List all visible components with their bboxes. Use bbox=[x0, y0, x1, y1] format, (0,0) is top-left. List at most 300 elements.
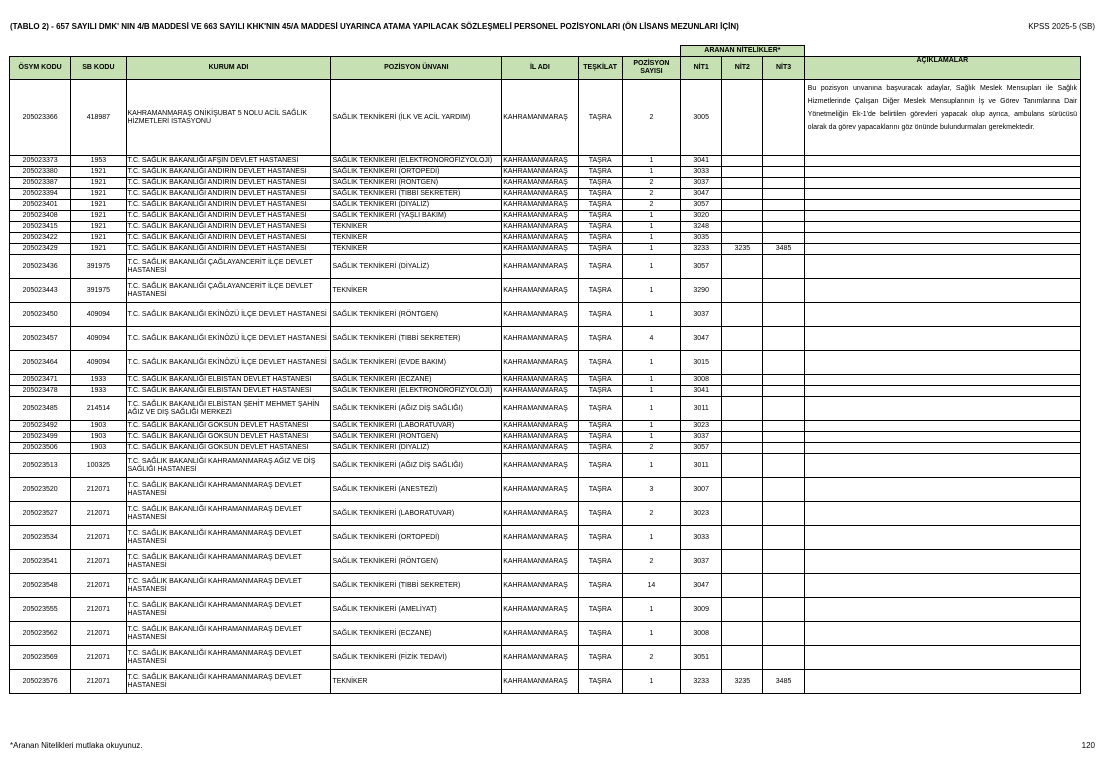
cell-pozisyon-unvani: SAĞLIK TEKNİKERİ (RÖNTGEN) bbox=[331, 550, 502, 574]
cell-sb-kodu: 1921 bbox=[71, 233, 126, 244]
cell-nit3 bbox=[763, 80, 804, 156]
cell-nit1: 3011 bbox=[681, 454, 722, 478]
cell-pozisyon-sayisi: 1 bbox=[622, 211, 680, 222]
table-row bbox=[10, 244, 1081, 255]
table-row bbox=[10, 574, 1081, 598]
cell-pozisyon-unvani: SAĞLIK TEKNİKERİ (RÖNTGEN) bbox=[331, 303, 502, 327]
cell-kurum-adi: T.C. SAĞLIK BAKANLIĞI KAHRAMANMARAŞ DEVLET HASTANESİ bbox=[126, 502, 331, 526]
cell-il-adi: KAHRAMANMARAŞ bbox=[502, 598, 578, 622]
cell-il-adi: KAHRAMANMARAŞ bbox=[502, 375, 578, 386]
cell-osym-kodu: 205023373 bbox=[10, 156, 71, 167]
cell-nit1: 3020 bbox=[681, 211, 722, 222]
cell-teskilat: TAŞRA bbox=[578, 189, 622, 200]
cell-teskilat: TAŞRA bbox=[578, 622, 622, 646]
cell-osym-kodu: 205023492 bbox=[10, 421, 71, 432]
cell-aciklamalar bbox=[804, 550, 1080, 574]
cell-teskilat: TAŞRA bbox=[578, 502, 622, 526]
cell-il-adi: KAHRAMANMARAŞ bbox=[502, 156, 578, 167]
cell-osym-kodu: 205023422 bbox=[10, 233, 71, 244]
cell-pozisyon-unvani: SAĞLIK TEKNİKERİ (DİYALİZ) bbox=[331, 200, 502, 211]
cell-pozisyon-unvani: SAĞLIK TEKNİKERİ (LABORATUVAR) bbox=[331, 502, 502, 526]
cell-osym-kodu: 205023569 bbox=[10, 646, 71, 670]
table-row bbox=[10, 421, 1081, 432]
cell-aciklamalar bbox=[804, 421, 1080, 432]
cell-nit3 bbox=[763, 156, 804, 167]
cell-il-adi: KAHRAMANMARAŞ bbox=[502, 550, 578, 574]
cell-pozisyon-unvani: SAĞLIK TEKNİKERİ (DİYALİZ) bbox=[331, 443, 502, 454]
cell-nit2 bbox=[722, 646, 763, 670]
cell-nit1: 3023 bbox=[681, 421, 722, 432]
cell-sb-kodu: 1903 bbox=[71, 443, 126, 454]
cell-nit3 bbox=[763, 502, 804, 526]
cell-aciklamalar bbox=[804, 622, 1080, 646]
cell-nit2 bbox=[722, 421, 763, 432]
cell-pozisyon-unvani: SAĞLIK TEKNİKERİ (YAŞLI BAKIM) bbox=[331, 211, 502, 222]
cell-nit2 bbox=[722, 279, 763, 303]
cell-nit2 bbox=[722, 222, 763, 233]
cell-osym-kodu: 205023555 bbox=[10, 598, 71, 622]
cell-nit3 bbox=[763, 189, 804, 200]
cell-teskilat: TAŞRA bbox=[578, 211, 622, 222]
cell-kurum-adi: T.C. SAĞLIK BAKANLIĞI ELBİSTAN DEVLET HASTANESİ bbox=[126, 375, 331, 386]
cell-il-adi: KAHRAMANMARAŞ bbox=[502, 167, 578, 178]
cell-pozisyon-sayisi: 1 bbox=[622, 432, 680, 443]
cell-sb-kodu: 1933 bbox=[71, 386, 126, 397]
cell-pozisyon-sayisi: 1 bbox=[622, 375, 680, 386]
cell-nit1: 3041 bbox=[681, 386, 722, 397]
cell-nit1: 3037 bbox=[681, 550, 722, 574]
cell-sb-kodu: 1921 bbox=[71, 200, 126, 211]
cell-sb-kodu: 214514 bbox=[71, 397, 126, 421]
cell-nit3 bbox=[763, 598, 804, 622]
table-row bbox=[10, 622, 1081, 646]
cell-nit1: 3033 bbox=[681, 167, 722, 178]
cell-sb-kodu: 1921 bbox=[71, 244, 126, 255]
cell-pozisyon-unvani: SAĞLIK TEKNİKERİ (ELEKTRONÖROFİZYOLOJİ) bbox=[331, 386, 502, 397]
cell-kurum-adi: T.C. SAĞLIK BAKANLIĞI KAHRAMANMARAŞ DEVLET HASTANESİ bbox=[126, 526, 331, 550]
cell-pozisyon-unvani: SAĞLIK TEKNİKERİ (AMELİYAT) bbox=[331, 598, 502, 622]
cell-osym-kodu: 205023478 bbox=[10, 386, 71, 397]
header-teskilat: TEŞKİLAT bbox=[578, 57, 622, 80]
cell-teskilat: TAŞRA bbox=[578, 386, 622, 397]
cell-sb-kodu: 100325 bbox=[71, 454, 126, 478]
cell-nit1: 3015 bbox=[681, 351, 722, 375]
cell-pozisyon-unvani: SAĞLIK TEKNİKERİ (TIBBİ SEKRETER) bbox=[331, 574, 502, 598]
cell-teskilat: TAŞRA bbox=[578, 222, 622, 233]
table-row bbox=[10, 156, 1081, 167]
cell-nit2 bbox=[722, 233, 763, 244]
cell-nit2 bbox=[722, 397, 763, 421]
cell-kurum-adi: T.C. SAĞLIK BAKANLIĞI ANDIRIN DEVLET HASTANESİ bbox=[126, 244, 331, 255]
cell-pozisyon-unvani: SAĞLIK TEKNİKERİ (ANESTEZİ) bbox=[331, 478, 502, 502]
cell-nit1: 3023 bbox=[681, 502, 722, 526]
cell-aciklamalar bbox=[804, 432, 1080, 443]
cell-aciklamalar bbox=[804, 167, 1080, 178]
cell-osym-kodu: 205023499 bbox=[10, 432, 71, 443]
cell-kurum-adi: T.C. SAĞLIK BAKANLIĞI ELBİSTAN DEVLET HASTANESİ bbox=[126, 386, 331, 397]
table-row bbox=[10, 178, 1081, 189]
header-nit2: NİT2 bbox=[722, 57, 763, 80]
cell-pozisyon-unvani: SAĞLIK TEKNİKERİ (TIBBİ SEKRETER) bbox=[331, 189, 502, 200]
cell-nit1: 3057 bbox=[681, 443, 722, 454]
cell-sb-kodu: 212071 bbox=[71, 502, 126, 526]
cell-teskilat: TAŞRA bbox=[578, 526, 622, 550]
cell-pozisyon-unvani: SAĞLIK TEKNİKERİ (ECZANE) bbox=[331, 622, 502, 646]
cell-nit3 bbox=[763, 646, 804, 670]
cell-teskilat: TAŞRA bbox=[578, 646, 622, 670]
cell-nit3 bbox=[763, 550, 804, 574]
cell-aciklamalar bbox=[804, 189, 1080, 200]
cell-pozisyon-unvani: SAĞLIK TEKNİKERİ (ECZANE) bbox=[331, 375, 502, 386]
cell-nit3 bbox=[763, 526, 804, 550]
cell-nit3 bbox=[763, 327, 804, 351]
cell-nit3 bbox=[763, 303, 804, 327]
table-row bbox=[10, 233, 1081, 244]
cell-kurum-adi: T.C. SAĞLIK BAKANLIĞI ÇAĞLAYANCERİT İLÇE DEVLET HASTANESİ bbox=[126, 255, 331, 279]
cell-osym-kodu: 205023541 bbox=[10, 550, 71, 574]
cell-kurum-adi: T.C. SAĞLIK BAKANLIĞI KAHRAMANMARAŞ DEVLET HASTANESİ bbox=[126, 670, 331, 694]
cell-aciklamalar bbox=[804, 598, 1080, 622]
cell-il-adi: KAHRAMANMARAŞ bbox=[502, 351, 578, 375]
cell-sb-kodu: 1921 bbox=[71, 222, 126, 233]
cell-kurum-adi: T.C. SAĞLIK BAKANLIĞI ELBİSTAN ŞEHİT MEHMET ŞAHİN AĞIZ VE DİŞ SAĞLIĞI MERKEZİ bbox=[126, 397, 331, 421]
cell-sb-kodu: 391975 bbox=[71, 279, 126, 303]
cell-teskilat: TAŞRA bbox=[578, 279, 622, 303]
cell-nit3 bbox=[763, 386, 804, 397]
cell-il-adi: KAHRAMANMARAŞ bbox=[502, 454, 578, 478]
cell-nit3 bbox=[763, 421, 804, 432]
cell-kurum-adi: T.C. SAĞLIK BAKANLIĞI GÖKSUN DEVLET HASTANESİ bbox=[126, 432, 331, 443]
cell-osym-kodu: 205023471 bbox=[10, 375, 71, 386]
cell-pozisyon-sayisi: 1 bbox=[622, 279, 680, 303]
cell-kurum-adi: T.C. SAĞLIK BAKANLIĞI KAHRAMANMARAŞ DEVLET HASTANESİ bbox=[126, 574, 331, 598]
cell-sb-kodu: 1903 bbox=[71, 421, 126, 432]
cell-teskilat: TAŞRA bbox=[578, 598, 622, 622]
cell-kurum-adi: T.C. SAĞLIK BAKANLIĞI ANDIRIN DEVLET HASTANESİ bbox=[126, 189, 331, 200]
cell-osym-kodu: 205023415 bbox=[10, 222, 71, 233]
table-row bbox=[10, 432, 1081, 443]
cell-teskilat: TAŞRA bbox=[578, 244, 622, 255]
table-row bbox=[10, 80, 1081, 156]
cell-osym-kodu: 205023443 bbox=[10, 279, 71, 303]
header-sb-kodu: SB KODU bbox=[71, 57, 126, 80]
cell-kurum-adi: T.C. SAĞLIK BAKANLIĞI GÖKSUN DEVLET HASTANESİ bbox=[126, 443, 331, 454]
cell-pozisyon-sayisi: 2 bbox=[622, 189, 680, 200]
table-row bbox=[10, 327, 1081, 351]
table-row bbox=[10, 502, 1081, 526]
cell-nit3 bbox=[763, 478, 804, 502]
cell-il-adi: KAHRAMANMARAŞ bbox=[502, 526, 578, 550]
cell-il-adi: KAHRAMANMARAŞ bbox=[502, 432, 578, 443]
cell-nit1: 3233 bbox=[681, 670, 722, 694]
cell-nit2 bbox=[722, 303, 763, 327]
cell-osym-kodu: 205023380 bbox=[10, 167, 71, 178]
cell-il-adi: KAHRAMANMARAŞ bbox=[502, 233, 578, 244]
cell-nit3 bbox=[763, 222, 804, 233]
cell-aciklamalar bbox=[804, 670, 1080, 694]
cell-sb-kodu: 1921 bbox=[71, 167, 126, 178]
table-row bbox=[10, 598, 1081, 622]
header-il-adi: İL ADI bbox=[502, 57, 578, 80]
cell-il-adi: KAHRAMANMARAŞ bbox=[502, 670, 578, 694]
cell-teskilat: TAŞRA bbox=[578, 351, 622, 375]
cell-kurum-adi: T.C. SAĞLIK BAKANLIĞI ANDIRIN DEVLET HASTANESİ bbox=[126, 167, 331, 178]
cell-nit2 bbox=[722, 156, 763, 167]
cell-osym-kodu: 205023464 bbox=[10, 351, 71, 375]
cell-nit2 bbox=[722, 478, 763, 502]
cell-pozisyon-unvani: SAĞLIK TEKNİKERİ (ORTOPEDİ) bbox=[331, 526, 502, 550]
cell-il-adi: KAHRAMANMARAŞ bbox=[502, 222, 578, 233]
table-row bbox=[10, 222, 1081, 233]
cell-pozisyon-unvani: SAĞLIK TEKNİKERİ (DİYALİZ) bbox=[331, 255, 502, 279]
header-nit3: NİT3 bbox=[763, 57, 804, 80]
cell-osym-kodu: 205023485 bbox=[10, 397, 71, 421]
cell-nit1: 3057 bbox=[681, 255, 722, 279]
cell-nit2 bbox=[722, 375, 763, 386]
cell-kurum-adi: T.C. SAĞLIK BAKANLIĞI KAHRAMANMARAŞ AĞIZ VE DİŞ SAĞLIĞI HASTANESİ bbox=[126, 454, 331, 478]
cell-sb-kodu: 409094 bbox=[71, 351, 126, 375]
cell-nit3 bbox=[763, 211, 804, 222]
cell-nit2 bbox=[722, 432, 763, 443]
cell-teskilat: TAŞRA bbox=[578, 80, 622, 156]
cell-il-adi: KAHRAMANMARAŞ bbox=[502, 502, 578, 526]
cell-kurum-adi: T.C. SAĞLIK BAKANLIĞI KAHRAMANMARAŞ DEVLET HASTANESİ bbox=[126, 598, 331, 622]
header-pozisyon-unvani: POZİSYON ÜNVANI bbox=[331, 57, 502, 80]
cell-aciklamalar bbox=[804, 327, 1080, 351]
cell-nit3: 3485 bbox=[763, 244, 804, 255]
cell-il-adi: KAHRAMANMARAŞ bbox=[502, 327, 578, 351]
cell-sb-kodu: 409094 bbox=[71, 327, 126, 351]
cell-aciklamalar bbox=[804, 211, 1080, 222]
cell-pozisyon-unvani: TEKNİKER bbox=[331, 233, 502, 244]
cell-pozisyon-unvani: TEKNİKER bbox=[331, 670, 502, 694]
cell-osym-kodu: 205023429 bbox=[10, 244, 71, 255]
cell-nit3 bbox=[763, 443, 804, 454]
cell-nit1: 3035 bbox=[681, 233, 722, 244]
cell-nit2 bbox=[722, 502, 763, 526]
cell-sb-kodu: 409094 bbox=[71, 303, 126, 327]
header-kurum-adi: KURUM ADI bbox=[126, 57, 331, 80]
cell-sb-kodu: 1921 bbox=[71, 178, 126, 189]
page-number: 120 bbox=[1081, 741, 1095, 750]
table-row bbox=[10, 670, 1081, 694]
cell-nit3 bbox=[763, 397, 804, 421]
cell-kurum-adi: T.C. SAĞLIK BAKANLIĞI AFŞİN DEVLET HASTANESİ bbox=[126, 156, 331, 167]
cell-il-adi: KAHRAMANMARAŞ bbox=[502, 622, 578, 646]
cell-teskilat: TAŞRA bbox=[578, 550, 622, 574]
cell-nit1: 3008 bbox=[681, 622, 722, 646]
cell-il-adi: KAHRAMANMARAŞ bbox=[502, 200, 578, 211]
cell-nit1: 3057 bbox=[681, 200, 722, 211]
cell-aciklamalar bbox=[804, 526, 1080, 550]
header-pozisyon-sayisi: POZİSYON SAYISI bbox=[622, 57, 680, 80]
cell-pozisyon-unvani: SAĞLIK TEKNİKERİ (EVDE BAKIM) bbox=[331, 351, 502, 375]
footnote: *Aranan Nitelikleri mutlaka okuyunuz. bbox=[10, 741, 143, 750]
cell-teskilat: TAŞRA bbox=[578, 397, 622, 421]
cell-nit2 bbox=[722, 327, 763, 351]
cell-aciklamalar bbox=[804, 397, 1080, 421]
cell-pozisyon-unvani: SAĞLIK TEKNİKERİ (ORTOPEDİ) bbox=[331, 167, 502, 178]
cell-sb-kodu: 212071 bbox=[71, 526, 126, 550]
table-body bbox=[10, 80, 1081, 694]
cell-teskilat: TAŞRA bbox=[578, 432, 622, 443]
cell-pozisyon-unvani: SAĞLIK TEKNİKERİ (RÖNTGEN) bbox=[331, 432, 502, 443]
table-row bbox=[10, 386, 1081, 397]
cell-aciklamalar bbox=[804, 454, 1080, 478]
cell-teskilat: TAŞRA bbox=[578, 670, 622, 694]
cell-nit2 bbox=[722, 167, 763, 178]
cell-teskilat: TAŞRA bbox=[578, 233, 622, 244]
cell-pozisyon-sayisi: 14 bbox=[622, 574, 680, 598]
cell-kurum-adi: T.C. SAĞLIK BAKANLIĞI KAHRAMANMARAŞ DEVLET HASTANESİ bbox=[126, 646, 331, 670]
cell-il-adi: KAHRAMANMARAŞ bbox=[502, 397, 578, 421]
cell-osym-kodu: 205023394 bbox=[10, 189, 71, 200]
cell-pozisyon-unvani: SAĞLIK TEKNİKERİ (RÖNTGEN) bbox=[331, 178, 502, 189]
cell-teskilat: TAŞRA bbox=[578, 167, 622, 178]
cell-nit2 bbox=[722, 189, 763, 200]
cell-pozisyon-sayisi: 1 bbox=[622, 156, 680, 167]
cell-sb-kodu: 212071 bbox=[71, 574, 126, 598]
cell-osym-kodu: 205023401 bbox=[10, 200, 71, 211]
cell-teskilat: TAŞRA bbox=[578, 327, 622, 351]
cell-nit1: 3037 bbox=[681, 178, 722, 189]
cell-teskilat: TAŞRA bbox=[578, 454, 622, 478]
cell-teskilat: TAŞRA bbox=[578, 200, 622, 211]
cell-aciklamalar bbox=[804, 222, 1080, 233]
cell-kurum-adi: T.C. SAĞLIK BAKANLIĞI KAHRAMANMARAŞ DEVLET HASTANESİ bbox=[126, 550, 331, 574]
cell-aciklamalar bbox=[804, 244, 1080, 255]
cell-pozisyon-sayisi: 1 bbox=[622, 233, 680, 244]
cell-osym-kodu: 205023436 bbox=[10, 255, 71, 279]
cell-aciklamalar bbox=[804, 279, 1080, 303]
cell-nit2: 3235 bbox=[722, 670, 763, 694]
cell-nit2 bbox=[722, 622, 763, 646]
cell-sb-kodu: 212071 bbox=[71, 598, 126, 622]
cell-aciklamalar bbox=[804, 574, 1080, 598]
cell-sb-kodu: 1903 bbox=[71, 432, 126, 443]
cell-nit3: 3485 bbox=[763, 670, 804, 694]
cell-pozisyon-unvani: TEKNİKER bbox=[331, 222, 502, 233]
cell-pozisyon-sayisi: 2 bbox=[622, 178, 680, 189]
cell-teskilat: TAŞRA bbox=[578, 375, 622, 386]
cell-kurum-adi: T.C. SAĞLIK BAKANLIĞI GÖKSUN DEVLET HASTANESİ bbox=[126, 421, 331, 432]
cell-nit1: 3033 bbox=[681, 526, 722, 550]
cell-il-adi: KAHRAMANMARAŞ bbox=[502, 646, 578, 670]
cell-nit2: 3235 bbox=[722, 244, 763, 255]
cell-pozisyon-sayisi: 1 bbox=[622, 255, 680, 279]
cell-teskilat: TAŞRA bbox=[578, 303, 622, 327]
cell-osym-kodu: 205023520 bbox=[10, 478, 71, 502]
cell-teskilat: TAŞRA bbox=[578, 421, 622, 432]
cell-sb-kodu: 212071 bbox=[71, 550, 126, 574]
cell-nit3 bbox=[763, 432, 804, 443]
cell-osym-kodu: 205023408 bbox=[10, 211, 71, 222]
cell-pozisyon-sayisi: 2 bbox=[622, 200, 680, 211]
table-row bbox=[10, 351, 1081, 375]
cell-pozisyon-sayisi: 1 bbox=[622, 526, 680, 550]
cell-pozisyon-unvani: SAĞLIK TEKNİKERİ (AĞIZ DİŞ SAĞLIĞI) bbox=[331, 397, 502, 421]
cell-kurum-adi: T.C. SAĞLIK BAKANLIĞI KAHRAMANMARAŞ DEVLET HASTANESİ bbox=[126, 622, 331, 646]
header-aranan-nitelikler: ARANAN NİTELİKLER* bbox=[681, 46, 805, 57]
table-row bbox=[10, 303, 1081, 327]
cell-nit1: 3047 bbox=[681, 189, 722, 200]
cell-aciklamalar: Bu pozisyon unvanına başvuracak adaylar, Sağlık Meslek Mensupları ile Sağlık Hizmetlerinde Çalışan Diğer Meslek Mensuplarının İş ve Görev Tanımlarına Dair Yönetmeliğin Ek-1'de belirtilen görevleri yapacak olup ayrıca, ambulans sürücüsü olarak da görev yapacaklarını göz önünde bulundurmaları gerekmektedir. bbox=[804, 80, 1080, 156]
cell-pozisyon-unvani: TEKNİKER bbox=[331, 279, 502, 303]
cell-aciklamalar bbox=[804, 178, 1080, 189]
cell-nit1: 3047 bbox=[681, 574, 722, 598]
cell-pozisyon-sayisi: 1 bbox=[622, 351, 680, 375]
cell-pozisyon-sayisi: 3 bbox=[622, 478, 680, 502]
cell-il-adi: KAHRAMANMARAŞ bbox=[502, 178, 578, 189]
cell-pozisyon-sayisi: 1 bbox=[622, 244, 680, 255]
cell-nit2 bbox=[722, 178, 763, 189]
cell-aciklamalar bbox=[804, 646, 1080, 670]
cell-kurum-adi: T.C. SAĞLIK BAKANLIĞI EKİNÖZÜ İLÇE DEVLET HASTANESİ bbox=[126, 303, 331, 327]
cell-pozisyon-unvani: SAĞLIK TEKNİKERİ (AĞIZ DİŞ SAĞLIĞI) bbox=[331, 454, 502, 478]
cell-osym-kodu: 205023534 bbox=[10, 526, 71, 550]
table-row bbox=[10, 375, 1081, 386]
cell-kurum-adi: T.C. SAĞLIK BAKANLIĞI EKİNÖZÜ İLÇE DEVLET HASTANESİ bbox=[126, 327, 331, 351]
cell-pozisyon-unvani: SAĞLIK TEKNİKERİ (İLK VE ACİL YARDIM) bbox=[331, 80, 502, 156]
cell-pozisyon-sayisi: 2 bbox=[622, 646, 680, 670]
cell-aciklamalar bbox=[804, 233, 1080, 244]
cell-nit2 bbox=[722, 454, 763, 478]
header-aciklamalar: AÇIKLAMALAR bbox=[804, 57, 1080, 80]
cell-nit2 bbox=[722, 443, 763, 454]
table-row bbox=[10, 550, 1081, 574]
cell-aciklamalar bbox=[804, 200, 1080, 211]
cell-nit3 bbox=[763, 167, 804, 178]
cell-pozisyon-unvani: SAĞLIK TEKNİKERİ (TIBBİ SEKRETER) bbox=[331, 327, 502, 351]
table-row bbox=[10, 478, 1081, 502]
cell-aciklamalar bbox=[804, 255, 1080, 279]
cell-aciklamalar bbox=[804, 478, 1080, 502]
cell-sb-kodu: 1933 bbox=[71, 375, 126, 386]
cell-nit3 bbox=[763, 622, 804, 646]
cell-kurum-adi: T.C. SAĞLIK BAKANLIĞI ANDIRIN DEVLET HASTANESİ bbox=[126, 211, 331, 222]
cell-aciklamalar bbox=[804, 386, 1080, 397]
cell-il-adi: KAHRAMANMARAŞ bbox=[502, 443, 578, 454]
exam-code: KPSS 2025-5 (SB) bbox=[1028, 22, 1095, 31]
table-row bbox=[10, 279, 1081, 303]
cell-teskilat: TAŞRA bbox=[578, 178, 622, 189]
cell-kurum-adi: T.C. SAĞLIK BAKANLIĞI ANDIRIN DEVLET HASTANESİ bbox=[126, 233, 331, 244]
cell-osym-kodu: 205023576 bbox=[10, 670, 71, 694]
cell-sb-kodu: 212071 bbox=[71, 478, 126, 502]
cell-aciklamalar bbox=[804, 351, 1080, 375]
cell-teskilat: TAŞRA bbox=[578, 255, 622, 279]
cell-pozisyon-sayisi: 1 bbox=[622, 303, 680, 327]
cell-aciklamalar bbox=[804, 303, 1080, 327]
cell-kurum-adi: KAHRAMANMARAŞ ONİKİŞUBAT 5 NOLU ACİL SAĞLIK HİZMETLERİ İSTASYONU bbox=[126, 80, 331, 156]
cell-nit1: 3051 bbox=[681, 646, 722, 670]
cell-nit2 bbox=[722, 550, 763, 574]
cell-osym-kodu: 205023506 bbox=[10, 443, 71, 454]
cell-il-adi: KAHRAMANMARAŞ bbox=[502, 255, 578, 279]
cell-il-adi: KAHRAMANMARAŞ bbox=[502, 421, 578, 432]
cell-nit2 bbox=[722, 351, 763, 375]
cell-pozisyon-sayisi: 2 bbox=[622, 80, 680, 156]
cell-aciklamalar bbox=[804, 375, 1080, 386]
cell-pozisyon-sayisi: 1 bbox=[622, 670, 680, 694]
table-row bbox=[10, 189, 1081, 200]
header-osym-kodu: ÖSYM KODU bbox=[10, 57, 71, 80]
cell-kurum-adi: T.C. SAĞLIK BAKANLIĞI ANDIRIN DEVLET HASTANESİ bbox=[126, 222, 331, 233]
cell-nit1: 3047 bbox=[681, 327, 722, 351]
positions-table bbox=[9, 45, 1081, 694]
cell-osym-kodu: 205023366 bbox=[10, 80, 71, 156]
cell-nit1: 3007 bbox=[681, 478, 722, 502]
